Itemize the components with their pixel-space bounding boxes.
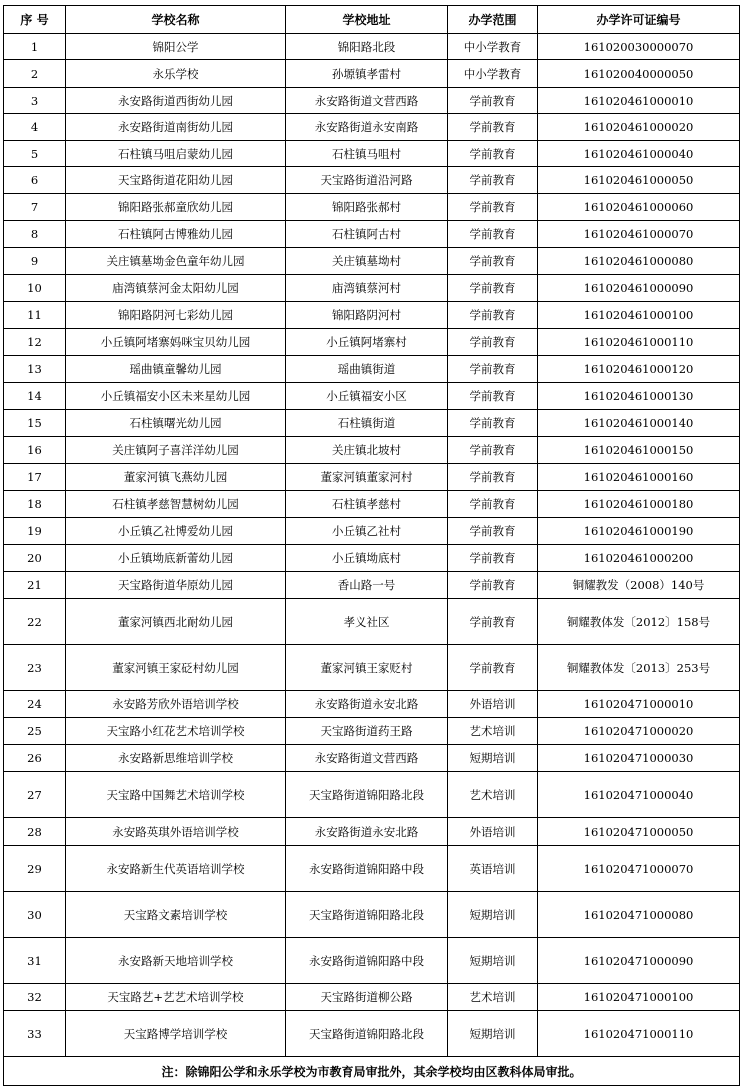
table-row bbox=[4, 167, 740, 194]
header-cell-license: 办学许可证编号 bbox=[538, 6, 740, 34]
cell-license: 161020461000060 bbox=[538, 194, 740, 221]
cell-license: 铜耀教发（2008）140号 bbox=[538, 572, 740, 599]
cell-license: 161020471000040 bbox=[538, 772, 740, 818]
cell-name: 永安路新思维培训学校 bbox=[66, 745, 286, 772]
cell-no: 5 bbox=[4, 141, 66, 167]
cell-address: 石柱镇孝慈村 bbox=[286, 491, 448, 518]
table-row bbox=[4, 1011, 740, 1057]
cell-no: 20 bbox=[4, 545, 66, 572]
cell-license: 161020461000080 bbox=[538, 248, 740, 275]
cell-scope: 中小学教育 bbox=[448, 60, 538, 88]
cell-no: 19 bbox=[4, 518, 66, 545]
cell-scope: 学前教育 bbox=[448, 356, 538, 383]
cell-no: 3 bbox=[4, 88, 66, 114]
cell-address: 天宝路街道药王路 bbox=[286, 718, 448, 745]
table-row bbox=[4, 356, 740, 383]
cell-name: 石柱镇孝慈智慧树幼儿园 bbox=[66, 491, 286, 518]
cell-scope: 短期培训 bbox=[448, 892, 538, 938]
cell-address: 董家河镇董家河村 bbox=[286, 464, 448, 491]
cell-name: 永安路新天地培训学校 bbox=[66, 938, 286, 984]
cell-name: 董家河镇飞燕幼儿园 bbox=[66, 464, 286, 491]
cell-no: 30 bbox=[4, 892, 66, 938]
header-row bbox=[4, 6, 740, 34]
cell-address: 香山路一号 bbox=[286, 572, 448, 599]
cell-no: 29 bbox=[4, 846, 66, 892]
cell-license: 161020461000130 bbox=[538, 383, 740, 410]
cell-address: 孙塬镇孝雷村 bbox=[286, 60, 448, 88]
cell-scope: 学前教育 bbox=[448, 167, 538, 194]
cell-license: 161020471000100 bbox=[538, 984, 740, 1011]
cell-address: 锦阳路张郝村 bbox=[286, 194, 448, 221]
cell-name: 小丘镇福安小区未来星幼儿园 bbox=[66, 383, 286, 410]
cell-no: 31 bbox=[4, 938, 66, 984]
cell-no: 24 bbox=[4, 691, 66, 718]
cell-name: 永安路英琪外语培训学校 bbox=[66, 818, 286, 846]
cell-name: 天宝路小红花艺术培训学校 bbox=[66, 718, 286, 745]
cell-no: 18 bbox=[4, 491, 66, 518]
cell-license: 161020040000050 bbox=[538, 60, 740, 88]
cell-no: 21 bbox=[4, 572, 66, 599]
cell-scope: 学前教育 bbox=[448, 248, 538, 275]
cell-name: 小丘镇乙社博爱幼儿园 bbox=[66, 518, 286, 545]
cell-scope: 短期培训 bbox=[448, 745, 538, 772]
cell-scope: 学前教育 bbox=[448, 518, 538, 545]
table-row bbox=[4, 599, 740, 645]
cell-license: 161020471000020 bbox=[538, 718, 740, 745]
note-text: 注：除锦阳公学和永乐学校为市教育局审批外，其余学校均由区教科体局审批。 bbox=[4, 1057, 740, 1086]
cell-license: 161020471000110 bbox=[538, 1011, 740, 1057]
cell-no: 23 bbox=[4, 645, 66, 691]
cell-no: 6 bbox=[4, 167, 66, 194]
table-row bbox=[4, 572, 740, 599]
cell-no: 15 bbox=[4, 410, 66, 437]
cell-name: 庙湾镇蔡河金太阳幼儿园 bbox=[66, 275, 286, 302]
cell-scope: 艺术培训 bbox=[448, 984, 538, 1011]
cell-name: 天宝路博学培训学校 bbox=[66, 1011, 286, 1057]
table-row bbox=[4, 645, 740, 691]
cell-address: 永安路街道锦阳路中段 bbox=[286, 846, 448, 892]
cell-license: 铜耀教体发〔2012〕158号 bbox=[538, 599, 740, 645]
cell-scope: 中小学教育 bbox=[448, 34, 538, 60]
cell-address: 永安路街道文营西路 bbox=[286, 745, 448, 772]
cell-scope: 外语培训 bbox=[448, 818, 538, 846]
cell-scope: 学前教育 bbox=[448, 645, 538, 691]
table-row bbox=[4, 984, 740, 1011]
cell-address: 锦阳路北段 bbox=[286, 34, 448, 60]
cell-address: 小丘镇福安小区 bbox=[286, 383, 448, 410]
cell-name: 永安路新生代英语培训学校 bbox=[66, 846, 286, 892]
cell-license: 161020461000090 bbox=[538, 275, 740, 302]
cell-license: 161020030000070 bbox=[538, 34, 740, 60]
table-row bbox=[4, 221, 740, 248]
cell-name: 天宝路艺+艺艺术培训学校 bbox=[66, 984, 286, 1011]
header-cell-scope: 办学范围 bbox=[448, 6, 538, 34]
cell-no: 8 bbox=[4, 221, 66, 248]
cell-address: 天宝路街道锦阳路北段 bbox=[286, 1011, 448, 1057]
cell-no: 25 bbox=[4, 718, 66, 745]
cell-license: 161020471000030 bbox=[538, 745, 740, 772]
cell-no: 22 bbox=[4, 599, 66, 645]
table-row bbox=[4, 892, 740, 938]
cell-scope: 英语培训 bbox=[448, 846, 538, 892]
table-body bbox=[4, 34, 740, 1057]
cell-no: 10 bbox=[4, 275, 66, 302]
cell-name: 关庄镇墓坳金色童年幼儿园 bbox=[66, 248, 286, 275]
cell-license: 161020471000090 bbox=[538, 938, 740, 984]
table-row bbox=[4, 410, 740, 437]
table-row bbox=[4, 60, 740, 88]
cell-name: 永安路街道南街幼儿园 bbox=[66, 114, 286, 141]
cell-address: 关庄镇墓坳村 bbox=[286, 248, 448, 275]
cell-address: 永安路街道永安北路 bbox=[286, 691, 448, 718]
table-row bbox=[4, 194, 740, 221]
table-row bbox=[4, 329, 740, 356]
cell-address: 天宝路街道锦阳路北段 bbox=[286, 772, 448, 818]
note-row bbox=[4, 1057, 740, 1086]
cell-name: 石柱镇曙光幼儿园 bbox=[66, 410, 286, 437]
cell-no: 7 bbox=[4, 194, 66, 221]
cell-no: 11 bbox=[4, 302, 66, 329]
header-cell-name: 学校名称 bbox=[66, 6, 286, 34]
cell-scope: 学前教育 bbox=[448, 437, 538, 464]
cell-scope: 艺术培训 bbox=[448, 718, 538, 745]
header-cell-address: 学校地址 bbox=[286, 6, 448, 34]
cell-name: 小丘镇坳底新蕾幼儿园 bbox=[66, 545, 286, 572]
cell-address: 永安路街道锦阳路中段 bbox=[286, 938, 448, 984]
cell-name: 锦阳路阴河七彩幼儿园 bbox=[66, 302, 286, 329]
cell-address: 石柱镇阿古村 bbox=[286, 221, 448, 248]
cell-address: 永安路街道永安北路 bbox=[286, 818, 448, 846]
cell-scope: 学前教育 bbox=[448, 599, 538, 645]
table-row bbox=[4, 491, 740, 518]
header-cell-no: 序 号 bbox=[4, 6, 66, 34]
cell-scope: 学前教育 bbox=[448, 275, 538, 302]
cell-address: 石柱镇马咀村 bbox=[286, 141, 448, 167]
cell-no: 1 bbox=[4, 34, 66, 60]
table-row bbox=[4, 275, 740, 302]
cell-scope: 外语培训 bbox=[448, 691, 538, 718]
cell-scope: 学前教育 bbox=[448, 491, 538, 518]
cell-address: 锦阳路阴河村 bbox=[286, 302, 448, 329]
table-row bbox=[4, 248, 740, 275]
cell-scope: 学前教育 bbox=[448, 194, 538, 221]
cell-scope: 学前教育 bbox=[448, 88, 538, 114]
cell-name: 永安路芳欣外语培训学校 bbox=[66, 691, 286, 718]
table-row bbox=[4, 745, 740, 772]
cell-address: 小丘镇乙社村 bbox=[286, 518, 448, 545]
cell-name: 锦阳路张郝童欣幼儿园 bbox=[66, 194, 286, 221]
cell-license: 161020461000200 bbox=[538, 545, 740, 572]
cell-license: 161020471000050 bbox=[538, 818, 740, 846]
table-row bbox=[4, 464, 740, 491]
cell-name: 天宝路街道华原幼儿园 bbox=[66, 572, 286, 599]
cell-name: 小丘镇阿堵寨妈咪宝贝幼儿园 bbox=[66, 329, 286, 356]
cell-license: 161020461000040 bbox=[538, 141, 740, 167]
cell-no: 13 bbox=[4, 356, 66, 383]
table-row bbox=[4, 383, 740, 410]
cell-scope: 学前教育 bbox=[448, 114, 538, 141]
cell-license: 161020461000160 bbox=[538, 464, 740, 491]
table-row bbox=[4, 718, 740, 745]
cell-no: 32 bbox=[4, 984, 66, 1011]
cell-no: 28 bbox=[4, 818, 66, 846]
cell-scope: 短期培训 bbox=[448, 1011, 538, 1057]
cell-scope: 学前教育 bbox=[448, 221, 538, 248]
cell-no: 17 bbox=[4, 464, 66, 491]
table-row bbox=[4, 938, 740, 984]
table-row bbox=[4, 691, 740, 718]
cell-license: 161020461000110 bbox=[538, 329, 740, 356]
cell-license: 161020461000020 bbox=[538, 114, 740, 141]
cell-address: 天宝路街道沿河路 bbox=[286, 167, 448, 194]
cell-license: 161020461000100 bbox=[538, 302, 740, 329]
cell-name: 关庄镇阿子喜洋洋幼儿园 bbox=[66, 437, 286, 464]
table-row bbox=[4, 34, 740, 60]
cell-no: 16 bbox=[4, 437, 66, 464]
cell-name: 天宝路文素培训学校 bbox=[66, 892, 286, 938]
table-row bbox=[4, 88, 740, 114]
table-row bbox=[4, 437, 740, 464]
cell-license: 161020461000190 bbox=[538, 518, 740, 545]
cell-no: 33 bbox=[4, 1011, 66, 1057]
cell-scope: 学前教育 bbox=[448, 464, 538, 491]
cell-address: 关庄镇北坡村 bbox=[286, 437, 448, 464]
table-row bbox=[4, 846, 740, 892]
cell-name: 董家河镇西北耐幼儿园 bbox=[66, 599, 286, 645]
cell-license: 161020461000140 bbox=[538, 410, 740, 437]
cell-address: 天宝路街道锦阳路北段 bbox=[286, 892, 448, 938]
cell-name: 瑶曲镇童馨幼儿园 bbox=[66, 356, 286, 383]
cell-name: 锦阳公学 bbox=[66, 34, 286, 60]
cell-scope: 学前教育 bbox=[448, 141, 538, 167]
cell-license: 161020461000120 bbox=[538, 356, 740, 383]
cell-address: 庙湾镇蔡河村 bbox=[286, 275, 448, 302]
cell-scope: 学前教育 bbox=[448, 302, 538, 329]
table-row bbox=[4, 114, 740, 141]
cell-address: 小丘镇坳底村 bbox=[286, 545, 448, 572]
cell-name: 天宝路中国舞艺术培训学校 bbox=[66, 772, 286, 818]
cell-license: 161020461000050 bbox=[538, 167, 740, 194]
cell-license: 161020471000070 bbox=[538, 846, 740, 892]
cell-no: 12 bbox=[4, 329, 66, 356]
cell-name: 永乐学校 bbox=[66, 60, 286, 88]
cell-scope: 学前教育 bbox=[448, 572, 538, 599]
cell-license: 161020461000010 bbox=[538, 88, 740, 114]
cell-no: 9 bbox=[4, 248, 66, 275]
cell-address: 孝义社区 bbox=[286, 599, 448, 645]
table-row bbox=[4, 772, 740, 818]
table-row bbox=[4, 818, 740, 846]
cell-scope: 艺术培训 bbox=[448, 772, 538, 818]
cell-scope: 学前教育 bbox=[448, 410, 538, 437]
cell-address: 永安路街道永安南路 bbox=[286, 114, 448, 141]
cell-scope: 短期培训 bbox=[448, 938, 538, 984]
cell-address: 瑶曲镇街道 bbox=[286, 356, 448, 383]
cell-name: 董家河镇王家砭村幼儿园 bbox=[66, 645, 286, 691]
cell-license: 161020461000070 bbox=[538, 221, 740, 248]
cell-address: 天宝路街道柳公路 bbox=[286, 984, 448, 1011]
cell-scope: 学前教育 bbox=[448, 383, 538, 410]
cell-name: 石柱镇马咀启蒙幼儿园 bbox=[66, 141, 286, 167]
cell-no: 14 bbox=[4, 383, 66, 410]
cell-license: 161020461000180 bbox=[538, 491, 740, 518]
cell-scope: 学前教育 bbox=[448, 545, 538, 572]
cell-name: 天宝路街道花阳幼儿园 bbox=[66, 167, 286, 194]
cell-address: 董家河镇王家贬村 bbox=[286, 645, 448, 691]
table-row bbox=[4, 518, 740, 545]
cell-no: 4 bbox=[4, 114, 66, 141]
cell-license: 161020461000150 bbox=[538, 437, 740, 464]
school-license-table bbox=[3, 5, 740, 1086]
cell-name: 永安路街道西街幼儿园 bbox=[66, 88, 286, 114]
table-row bbox=[4, 302, 740, 329]
cell-name: 石柱镇阿古博雅幼儿园 bbox=[66, 221, 286, 248]
cell-license: 铜耀教体发〔2013〕253号 bbox=[538, 645, 740, 691]
cell-no: 2 bbox=[4, 60, 66, 88]
cell-address: 石柱镇街道 bbox=[286, 410, 448, 437]
cell-license: 161020471000080 bbox=[538, 892, 740, 938]
cell-address: 小丘镇阿堵寨村 bbox=[286, 329, 448, 356]
table-row bbox=[4, 545, 740, 572]
cell-address: 永安路街道文营西路 bbox=[286, 88, 448, 114]
cell-no: 27 bbox=[4, 772, 66, 818]
table-row bbox=[4, 141, 740, 167]
cell-no: 26 bbox=[4, 745, 66, 772]
cell-license: 161020471000010 bbox=[538, 691, 740, 718]
cell-scope: 学前教育 bbox=[448, 329, 538, 356]
